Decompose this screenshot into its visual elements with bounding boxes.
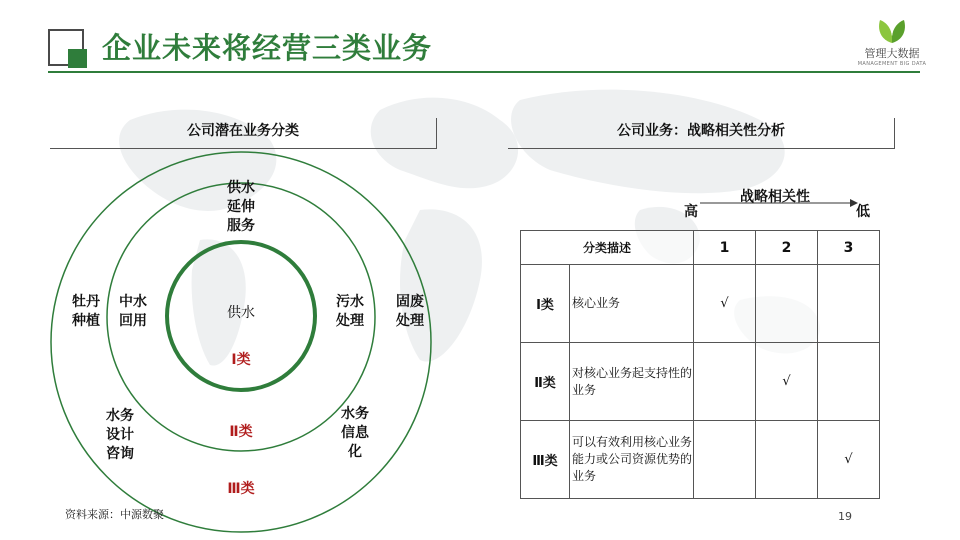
relevance-low-label: 低 bbox=[856, 204, 870, 220]
class-1-label: Ⅰ类 bbox=[231, 352, 251, 368]
middle-top-label: 供水 延伸 服务 bbox=[227, 180, 255, 234]
class-3-label: Ⅲ类 bbox=[227, 481, 255, 497]
logo-text-en: MANAGEMENT BIG DATA bbox=[857, 61, 927, 67]
table-row bbox=[521, 265, 880, 343]
header-col-2: 2 bbox=[756, 231, 818, 265]
row-class-cell: Ⅰ类 bbox=[521, 265, 570, 343]
row-class-cell: Ⅲ类 bbox=[521, 421, 570, 499]
row-mark-cell bbox=[694, 421, 756, 499]
row-mark-cell bbox=[818, 343, 880, 421]
right-section-title: 公司业务：战略相关性分析 bbox=[617, 123, 785, 139]
header-col-3: 3 bbox=[818, 231, 880, 265]
row-mark-cell: √ bbox=[818, 421, 880, 499]
row-class-cell: Ⅱ类 bbox=[521, 343, 570, 421]
left-section-title: 公司潜在业务分类 bbox=[187, 123, 299, 139]
logo-text-cn: 管理大数据 bbox=[864, 47, 920, 60]
relevance-high-label: 高 bbox=[684, 204, 698, 220]
inner-business-label: 供水 bbox=[227, 305, 255, 321]
class-2-label: Ⅱ类 bbox=[229, 424, 253, 440]
relevance-table bbox=[520, 230, 880, 499]
relevance-title: 战略相关性 bbox=[740, 189, 810, 205]
row-desc-cell: 对核心业务起支持性的业务 bbox=[570, 343, 694, 421]
row-mark-cell bbox=[818, 265, 880, 343]
row-desc-cell: 核心业务 bbox=[570, 265, 694, 343]
outer-right-label: 固废 处理 bbox=[396, 294, 424, 329]
outer-left-label: 牡丹 种植 bbox=[72, 294, 100, 329]
middle-left-label: 中水 回用 bbox=[119, 294, 147, 329]
source-note: 资料来源：中源数聚 bbox=[65, 508, 164, 521]
table-header-row bbox=[521, 231, 880, 265]
outer-bottom-left-label: 水务 设计 咨询 bbox=[106, 408, 134, 462]
outer-bottom-right-label: 水务 信息 化 bbox=[341, 406, 369, 460]
row-mark-cell bbox=[756, 265, 818, 343]
header-col-1: 1 bbox=[694, 231, 756, 265]
header-desc-cell: 分类描述 bbox=[521, 231, 694, 265]
page-number: 19 bbox=[838, 510, 852, 523]
row-mark-cell bbox=[694, 343, 756, 421]
page-title: 企业未来将经营三类业务 bbox=[102, 31, 433, 65]
table-row bbox=[521, 343, 880, 421]
middle-right-label: 污水 处理 bbox=[336, 294, 364, 329]
row-mark-cell bbox=[756, 421, 818, 499]
table-row bbox=[521, 421, 880, 499]
relevance-arrow-icon bbox=[700, 199, 860, 207]
row-mark-cell: √ bbox=[756, 343, 818, 421]
row-desc-cell: 可以有效利用核心业务能力或公司资源优势的业务 bbox=[570, 421, 694, 499]
row-mark-cell: √ bbox=[694, 265, 756, 343]
